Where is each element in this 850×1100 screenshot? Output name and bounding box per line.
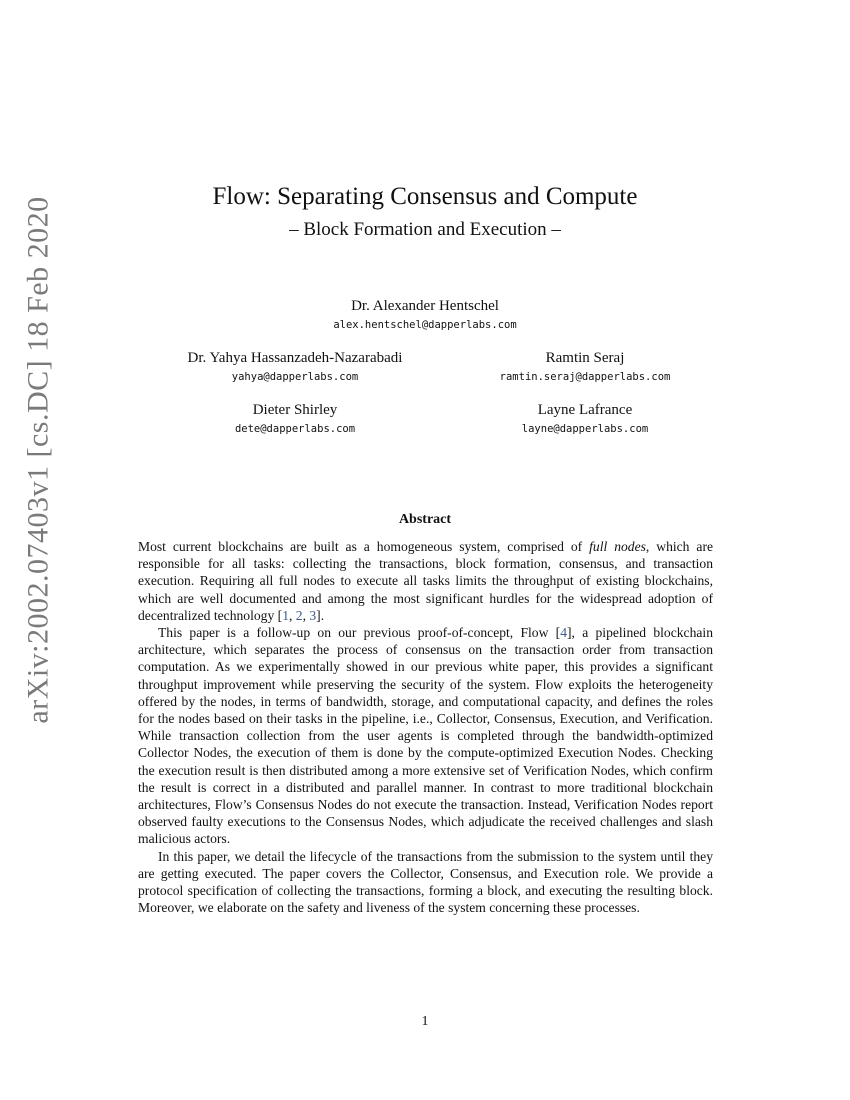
author-email: dete@dapperlabs.com — [234, 423, 356, 435]
author-name: Layne Lafrance — [537, 402, 633, 418]
author-name: Dr. Yahya Hassanzadeh-Nazarabadi — [187, 350, 403, 366]
author-name: Dieter Shirley — [252, 402, 338, 418]
author-block — [225, 298, 625, 331]
abstract-paragraph: In this paper, we detail the lifecycle of the transactions from the submission to the system until they are getting executed. The paper covers the Collector, Consensus, and Execution role. We provide a protocol specification of collecting the transactions, forming a block, and executing the resulting block. Moreover, we elaborate on the safety and liveness of the system concerning these processes. — [138, 848, 713, 916]
citation-link[interactable]: 3 — [309, 607, 317, 623]
author-name: Dr. Alexander Hentschel — [351, 298, 499, 314]
author-name: Ramtin Seraj — [545, 350, 625, 366]
emphasis-text: full nodes — [589, 539, 646, 554]
author-block — [455, 350, 715, 383]
citation-link[interactable]: 4 — [560, 625, 568, 641]
arxiv-identifier: arXiv:2002.07403v1 [cs.DC] 18 Feb 2020 — [22, 196, 56, 724]
text-run: , which are responsible for all tasks: collecting the transactions, block formation, consensus, and transaction execution. Requiring all full nodes to execute all tasks limits the throughput of existing blockchains, which are well documented and among the most significant hurdles for the widespread adoption of decentralized technology [ — [138, 539, 714, 623]
author-email: layne@dapperlabs.com — [521, 423, 649, 435]
citation-link[interactable]: 2 — [295, 607, 303, 623]
text-run: This paper is a follow-up on our previous proof-of-concept, Flow [ — [158, 625, 561, 641]
text-run: , — [302, 607, 310, 623]
page-number: 1 — [421, 1014, 429, 1029]
arxiv-sidebar-stamp — [10, 160, 68, 760]
author-email: ramtin.seraj@dapperlabs.com — [499, 371, 671, 383]
paper-subtitle: – Block Formation and Execution – — [289, 219, 561, 240]
author-block — [145, 350, 445, 383]
author-block — [455, 402, 715, 435]
citation-link[interactable]: 1 — [282, 607, 289, 623]
text-run: Most current blockchains are built as a homogeneous system, comprised of — [138, 539, 590, 554]
text-run: ]. — [316, 607, 325, 623]
abstract-paragraph — [138, 624, 713, 848]
abstract-heading: Abstract — [398, 512, 452, 527]
author-email: yahya@dapperlabs.com — [231, 371, 359, 383]
paper-title: Flow: Separating Consensus and Compute — [212, 183, 638, 210]
text-run: , — [288, 607, 296, 623]
author-block — [145, 402, 445, 435]
author-email: alex.hentschel@dapperlabs.com — [333, 319, 517, 331]
abstract-body — [138, 538, 713, 916]
text-run: ], a pipelined blockchain architecture, which separates the process of consensus on the transaction order from transaction computation. As we experimentally showed in our previous white paper, this provides a significant throughput improvement while preserving the security of the system. Flow exploits the heterogeneity offered by the nodes, in terms of bandwidth, storage, and computational capacity, and defines the roles for the nodes based on their tasks in the pipeline, i.e., Collector, Consensus, Execution, and Verification. While transaction collection from the user agents is completed through the bandwidth-optimized Collector Nodes, the execution of them is done by the compute-optimized Execution Nodes. Checking the execution result is then distributed among a more extensive set of Verification Nodes, which confirm the result is correct in a distributed and parallel manner. In contrast to more traditional blockchain architectures, Flow’s Consensus Nodes do not execute the transaction. Instead, Verification Nodes report observed faulty executions to the Consensus Nodes, which adjudicate the received challenges and slash malicious actors. — [138, 625, 713, 847]
abstract-paragraph — [138, 538, 713, 624]
